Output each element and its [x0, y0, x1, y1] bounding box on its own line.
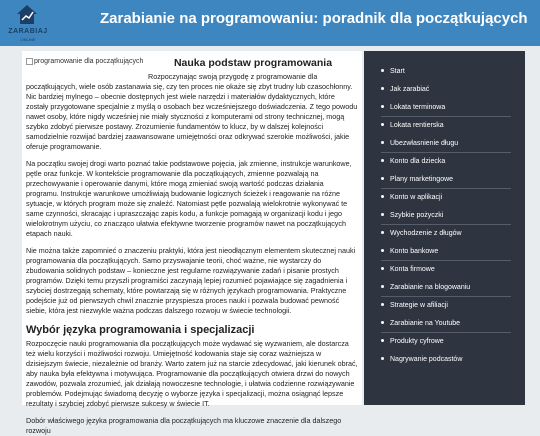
broken-image-icon — [26, 58, 33, 65]
bullet-icon — [381, 105, 384, 108]
bullet-icon — [381, 123, 384, 126]
sidebar-item[interactable]: Zarabianie na Youtube — [381, 315, 511, 333]
article-paragraph: Nie można także zapomnieć o znaczeniu praktyki, która jest nieodłącznym elementem skutecznej nauki programowania dla początkujących. Samo przyswajanie teorii, choć ważne, nie wystarczy do zbudowania solidnych podstaw – konieczne jest regularne rozwiązywanie zadań i pisanie prostych programów. Dzięki temu przyszli programiści zaczynają lepiej rozumieć pojawiające się zagadnienia i szybciej dostrzegają schematy, które powtarzają się w różnych językach programowania. Praktyczne podejście już od pierwszych chwil znacznie przyspiesza proces nauki i pozwala budować pewność siebie, która jest niezwykle ważna podczas dalszego rozwoju w świecie technologii. — [26, 246, 356, 315]
bullet-icon — [381, 267, 384, 270]
bullet-icon — [381, 195, 384, 198]
sidebar-item[interactable]: Nagrywanie podcastów — [381, 351, 511, 369]
bullet-icon — [381, 213, 384, 216]
site-logo[interactable] — [4, 4, 52, 44]
logo-house-icon — [16, 4, 38, 26]
bullet-icon — [381, 357, 384, 360]
logo-text: ZARABIAJ — [8, 28, 48, 35]
bullet-icon — [381, 177, 384, 180]
article-subheading: Wybór języka programowania i specjalizacji — [26, 324, 255, 336]
sidebar-item[interactable]: Zarabianie na blogowaniu — [381, 279, 511, 297]
sidebar-item[interactable]: Lokata rentierska — [381, 117, 511, 135]
article-paragraph: Dobór właściwego języka programowania dla początkujących ma kluczowe znaczenie dla dalszego rozwoju — [26, 416, 342, 435]
sidebar-item[interactable]: Ubezwłasnienie długu — [381, 135, 511, 153]
sidebar-item[interactable]: Konto bankowe — [381, 243, 511, 261]
bullet-icon — [381, 69, 384, 72]
sidebar-item[interactable]: Konto w aplikacji — [381, 189, 511, 207]
article-image — [26, 57, 144, 79]
bullet-icon — [381, 87, 384, 90]
sidebar-nav — [364, 51, 525, 405]
sidebar-item[interactable]: Wychodzenie z długów — [381, 225, 511, 243]
article-heading: Nauka podstaw programowania — [173, 57, 333, 69]
article-paragraph: Rozpoczęcie nauki programowania dla początkujących może wydawać się wyzwaniem, ale dostarcza też wielu korzyści i możliwości rozwoju. Umiejętność kodowania staje się coraz ważniejsza w dzisiejszym świecie, niezależnie od branży. Warto zatem już na starcie zdecydować, jaki kierunek obrać, aby nauka była efektywna i motywująca. Programowanie dla początkujących otwiera drzwi do nowych zawodów, pozwala zrozumieć, jak działają nowoczesne technologie, i ułatwia codzienne rozwiązywanie problemów. Podejmując świadomą decyzję o wyborze języka i specjalizacji, można osiągnąć lepsze rezultaty i szybciej zdobyć pierwsze sukcesy w świecie IT. — [26, 339, 358, 408]
bullet-icon — [381, 285, 384, 288]
sidebar-item[interactable]: Szybkie pożyczki — [381, 207, 511, 225]
sidebar-item[interactable]: Start — [381, 63, 511, 81]
article-paragraph: Rozpoczynając swoją przygodę z programowanie dla początkujących, wiele osób zastanawia się, czy ten proces nie okaże się zbyt trudny lub czasochłonny. Nic bardziej mylnego – obecnie dostępnych jest wiele narzędzi i materiałów dydaktycznych, które zostały przygotowane specjalnie z myślą o osobach bez wcześniejszego doświadczenia. Z tego powodu nawet osoby, które nigdy wcześniej nie miały styczności z komputerami od strony technicznej, mogą szybko zdobyć pierwsze postawy. Zrozumienie fundamentów to klucz, by w dalszej kolejności samodzielnie rozwijać bardziej zaawansowane umiejętności oraz odkrywać szerokie możliwości, jakie oferuje programowanie. — [26, 72, 358, 151]
sidebar-item[interactable]: Produkty cyfrowe — [381, 333, 511, 351]
bullet-icon — [381, 141, 384, 144]
sidebar-item[interactable]: Konta firmowe — [381, 261, 511, 279]
sidebar-item[interactable]: Konto dla dziecka — [381, 153, 511, 171]
sidebar-item[interactable]: Strategie w afiliacji — [381, 297, 511, 315]
site-title[interactable]: Zarabianie na programowaniu: poradnik dla początkujących — [100, 10, 528, 27]
article-content — [22, 51, 362, 435]
article-paragraph: Na początku swojej drogi warto poznać takie podstawowe pojęcia, jak zmienne, instrukcje warunkowe, pętle oraz funkcje. W kontekście programowanie dla początkujących, zmienne pozwalają na przechowywanie i operowanie danymi, które mogą zmieniać swoją wartość podczas działania programu. Instrukcje warunkowe umożliwiają budowanie logicznych ścieżek i reagowanie na różne sytuacje, w których program może się znaleźć. Natomiast pętle pozwalają wielokrotnie wykonywać te same czynności, skracając i upraszczając zapis kodu, a funkcje pomagają w organizacji kodu i jego wielokrotnym użyciu, co znacząco ułatwia efektywne tworzenie programów nawet na początkujących etapach nauki. — [26, 159, 352, 238]
sidebar-item[interactable]: Jak zarabiać — [381, 81, 511, 99]
bullet-icon — [381, 303, 384, 306]
article-image-alt: programowanie dla początkujących — [34, 58, 144, 65]
bullet-icon — [381, 321, 384, 324]
sidebar-item[interactable]: Plany marketingowe — [381, 171, 511, 189]
site-header — [0, 0, 540, 46]
sidebar-item[interactable]: Lokata terminowa — [381, 99, 511, 117]
logo-subtext: ONLINE — [20, 37, 36, 42]
bullet-icon — [381, 249, 384, 252]
bullet-icon — [381, 231, 384, 234]
bullet-icon — [381, 159, 384, 162]
bullet-icon — [381, 339, 384, 342]
